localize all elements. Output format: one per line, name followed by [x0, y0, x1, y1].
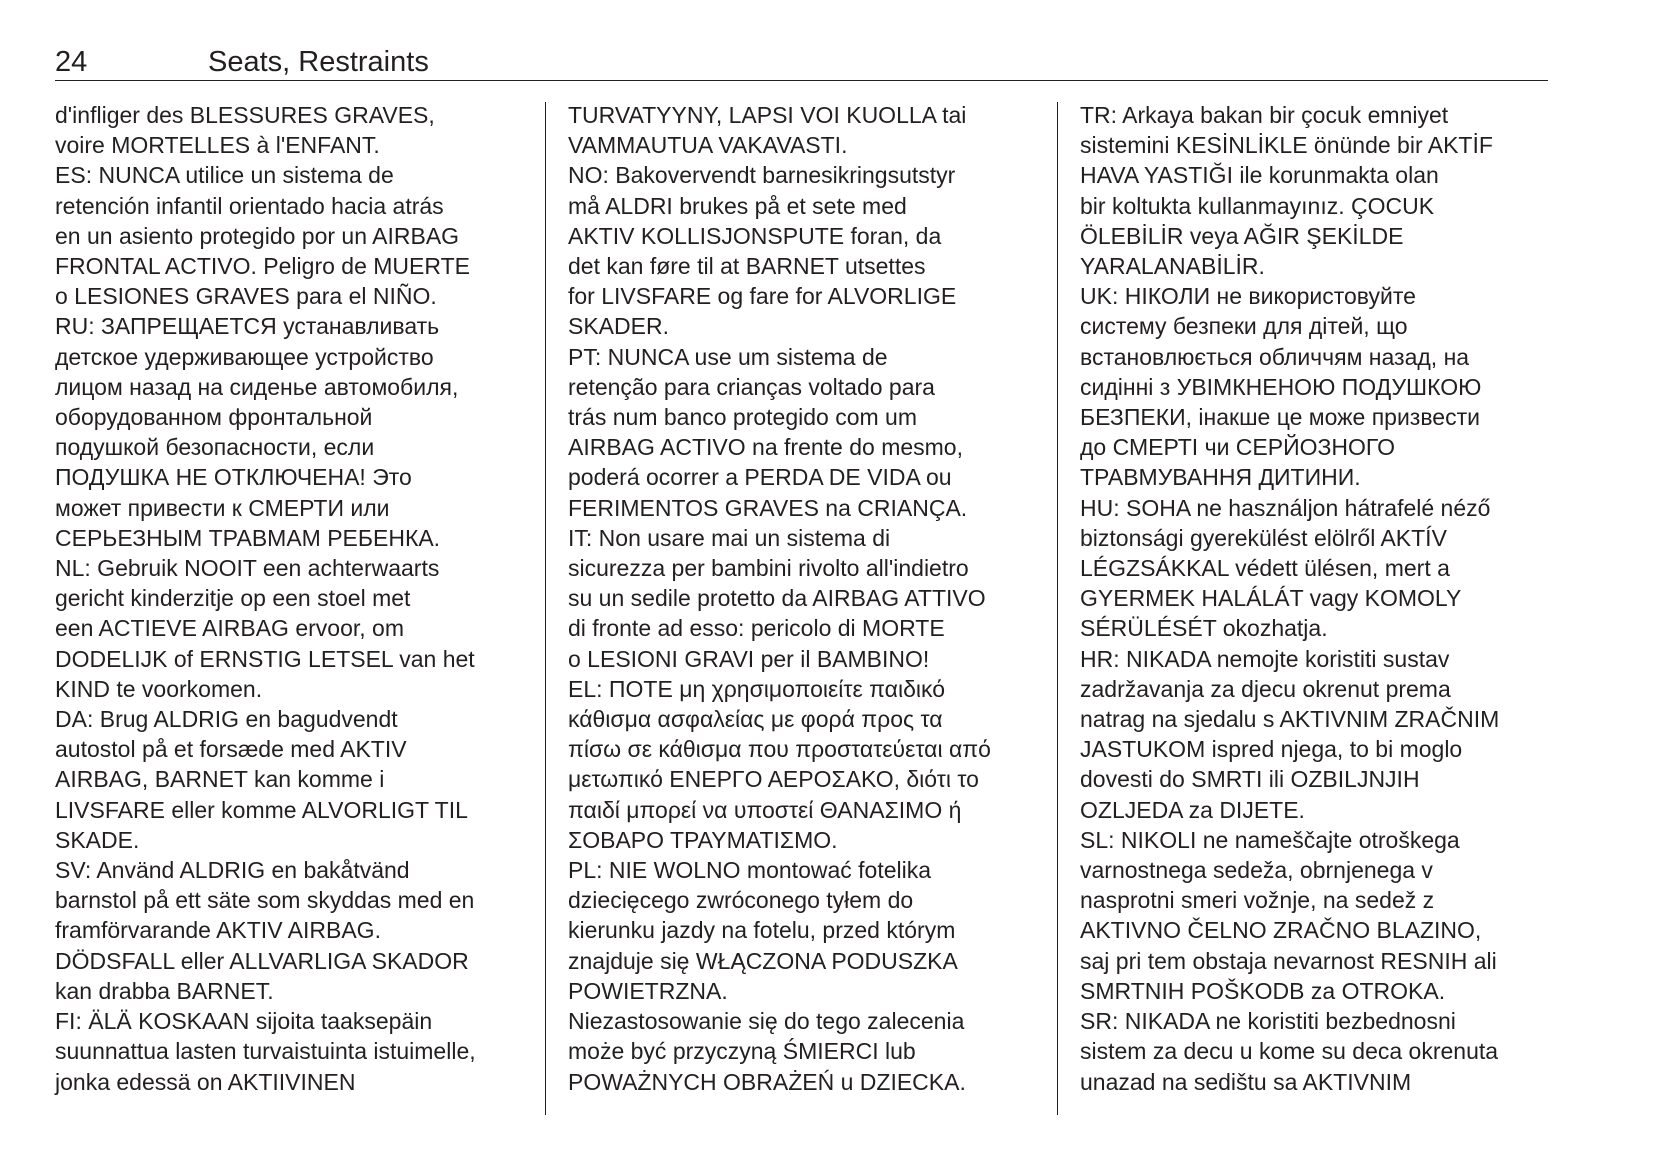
line-text: сидінні з УВІМКНЕНОЮ ПОДУШКОЮ — [1080, 373, 1482, 400]
text-line — [568, 644, 1048, 674]
line-text: może być przyczyną ŚMIERCI lub — [568, 1038, 916, 1065]
line-text: bir koltukta kullanmayınız. ÇOCUK — [1080, 192, 1435, 219]
text-line — [55, 100, 535, 130]
column-divider — [545, 102, 546, 1115]
line-text: до СМЕРТІ чи СЕРЙОЗНОГО — [1080, 434, 1395, 461]
line-text: sistemini KESİNLİKLE önünde bir AKTİF — [1080, 132, 1493, 159]
line-text: een ACTIEVE AIRBAG ervoor, om — [55, 615, 404, 642]
text-line — [55, 160, 535, 190]
text-line — [1080, 885, 1550, 915]
text-line — [1080, 493, 1550, 523]
text-line — [568, 795, 1048, 825]
line-text: saj pri tem obstaja nevarnost RESNIH ali — [1080, 947, 1497, 974]
text-line — [568, 462, 1048, 492]
text-column-1 — [55, 100, 535, 1097]
text-line — [568, 432, 1048, 462]
line-text: kierunku jazdy na fotelu, przed którym — [568, 917, 956, 944]
line-text: SKADE. — [55, 826, 140, 853]
line-text: en un asiento protegido por un AIRBAG — [55, 222, 460, 249]
text-line — [55, 1067, 535, 1097]
text-line — [55, 130, 535, 160]
text-line — [1080, 402, 1550, 432]
language-code: IT — [568, 524, 586, 551]
text-line — [1080, 130, 1550, 160]
line-text: может привести к СМЕРТИ или — [55, 494, 390, 521]
line-text: gericht kinderzitje op een stoel met — [55, 585, 411, 612]
text-line — [1080, 1067, 1550, 1097]
line-text: детское удерживающее устройство — [55, 343, 434, 370]
text-line — [55, 281, 535, 311]
text-line — [55, 1036, 535, 1066]
text-line — [55, 704, 535, 734]
line-text: лицом назад на сиденье автомобиля, — [55, 373, 459, 400]
line-text: : NIE WOLNO montować fotelika — [596, 857, 932, 884]
text-line — [1080, 160, 1550, 190]
line-text: må ALDRI brukes på et sete med — [568, 192, 907, 219]
line-text: trás num banco protegido com um — [568, 404, 918, 431]
line-text: : Gebruik NOOIT een achterwaarts — [84, 555, 440, 582]
text-line — [568, 191, 1048, 221]
line-text: su un sedile protetto da AIRBAG ATTIVO — [568, 585, 986, 612]
line-text: GYERMEK HALÁLÁT vagy KOMOLY — [1080, 585, 1462, 612]
text-line — [568, 160, 1048, 190]
text-line — [568, 583, 1048, 613]
text-line — [1080, 342, 1550, 372]
language-code: SL — [1080, 826, 1109, 853]
text-line — [568, 855, 1048, 885]
line-text: d'infliger des BLESSURES GRAVES, — [55, 102, 435, 128]
text-line — [1080, 372, 1550, 402]
line-text: varnostnega sedeža, obrnjenega v — [1080, 857, 1433, 884]
line-text: : Arkaya bakan bir çocuk emniyet — [1110, 102, 1449, 128]
line-text: LIVSFARE eller komme ALVORLIGT TIL — [55, 796, 468, 823]
text-line — [568, 130, 1048, 160]
line-text: оборудованном фронтальной — [55, 404, 373, 431]
line-text: παιδί μπορεί να υποστεί ΘΑΝΑΣΙΜΟ ή — [568, 796, 962, 823]
language-code: UK — [1080, 283, 1112, 310]
line-text: poderá ocorrer a PERDA DE VIDA ou — [568, 464, 952, 491]
text-line — [568, 976, 1048, 1006]
line-text: μετωπικό ΕΝΕΡΓΟ ΑΕΡΟΣΑΚΟ, διότι το — [568, 766, 979, 793]
text-line — [55, 553, 535, 583]
language-code: HR — [1080, 645, 1114, 672]
line-text: SKADER. — [568, 313, 669, 340]
line-text: YARALANABİLİR. — [1080, 253, 1265, 280]
line-text: natrag na sjedalu s AKTIVNIM ZRAČNIM — [1080, 706, 1500, 733]
line-text: dovesti do SMRTI ili OZBILJNJIH — [1080, 766, 1420, 793]
line-text: barnstol på ett säte som skyddas med en — [55, 887, 475, 914]
line-text: ÖLEBİLİR veya AĞIR ŞEKİLDE — [1080, 222, 1404, 249]
line-text: o LESIONI GRAVI per il BAMBINO! — [568, 645, 930, 672]
text-line — [568, 342, 1048, 372]
text-line — [55, 946, 535, 976]
text-line — [1080, 432, 1550, 462]
text-line — [55, 191, 535, 221]
text-line — [568, 523, 1048, 553]
line-text: DÖDSFALL eller ALLVARLIGA SKADOR — [55, 947, 469, 974]
line-text: : NUNCA utilice un sistema de — [85, 162, 394, 189]
text-line — [1080, 523, 1550, 553]
line-text: : ÄLÄ KOSKAAN sijoita taaksepäin — [75, 1008, 433, 1035]
text-line — [1080, 311, 1550, 341]
text-line — [568, 825, 1048, 855]
line-text: suunnattua lasten turvaistuinta istuimelle, — [55, 1038, 476, 1065]
line-text: di fronte ad esso: pericolo di MORTE — [568, 615, 945, 642]
line-text: POWAŻNYCH OBRAŻEŃ u DZIECKA. — [568, 1068, 966, 1095]
line-text: : NIKOLI ne nameščajte otroškega — [1108, 826, 1460, 853]
line-text: EL: ΠΟΤΕ μη χρησιμοποιείτε παιδικό — [568, 675, 946, 702]
line-text: AKTIVNO ČELNO ZRAČNO BLAZINO, — [1080, 917, 1482, 944]
text-line — [55, 1006, 535, 1036]
line-text: FRONTAL ACTIVO. Peligro de MUERTE — [55, 253, 470, 280]
language-code: PT — [568, 343, 595, 370]
text-line — [568, 613, 1048, 643]
text-line — [1080, 100, 1550, 130]
line-text: sicurezza per bambini rivolto all'indietro — [568, 555, 969, 582]
line-text: DODELIJK of ERNSTIG LETSEL van het — [55, 645, 475, 672]
text-line — [1080, 795, 1550, 825]
line-text: LÉGZSÁKKAL védett ülésen, mert a — [1080, 555, 1450, 582]
text-line — [55, 734, 535, 764]
line-text: nasprotni smeri vožnje, na sedež z — [1080, 887, 1435, 914]
text-line — [55, 523, 535, 553]
text-line — [1080, 281, 1550, 311]
line-text: : NIKADA ne koristiti bezbednosni — [1111, 1008, 1456, 1035]
text-line — [1080, 915, 1550, 945]
language-code: DA — [55, 706, 87, 733]
text-line — [55, 885, 535, 915]
language-code: RU — [55, 313, 89, 340]
line-text: AKTIV KOLLISJONSPUTE foran, da — [568, 222, 942, 249]
line-text: zadržavanja za djecu okrenut prema — [1080, 675, 1451, 702]
text-line — [55, 493, 535, 523]
line-text: Niezastosowanie się do tego zalecenia — [568, 1008, 965, 1035]
text-line — [1080, 644, 1550, 674]
line-text: : SOHA ne használjon hátrafelé néző — [1113, 494, 1491, 521]
text-line — [1080, 855, 1550, 885]
text-line — [55, 372, 535, 402]
line-text: OZLJEDA za DIJETE. — [1080, 796, 1305, 823]
column-divider — [1057, 102, 1058, 1115]
text-line — [1080, 674, 1550, 704]
line-text: for LIVSFARE og fare for ALVORLIGE — [568, 283, 957, 310]
text-line — [55, 432, 535, 462]
text-line — [568, 221, 1048, 251]
line-text: : NIKADA nemojte koristiti sustav — [1113, 645, 1450, 672]
text-line — [568, 1036, 1048, 1066]
text-column-2 — [568, 100, 1048, 1097]
line-text: : Använd ALDRIG en bakåtvänd — [84, 857, 410, 884]
text-line — [1080, 1006, 1550, 1036]
text-line — [55, 462, 535, 492]
text-line — [568, 704, 1048, 734]
line-text: SMRTNIH POŠKODB za OTROKA. — [1080, 977, 1446, 1004]
line-text: : Non usare mai un sistema di — [585, 524, 891, 551]
text-line — [55, 915, 535, 945]
line-text: voire MORTELLES à l'ENFANT. — [55, 132, 380, 159]
text-line — [568, 946, 1048, 976]
line-text: unazad na sedištu sa AKTIVNIM — [1080, 1068, 1412, 1095]
language-code: NO — [568, 162, 603, 189]
line-text: jonka edessä on AKTIIVINEN — [55, 1068, 356, 1095]
line-text: πίσω σε κάθισμα που προστατεύεται από — [568, 736, 991, 763]
text-line — [568, 100, 1048, 130]
line-text: ΣΟΒΑΡΟ ΤΡΑΥΜΑΤΙΣΜΟ. — [568, 826, 838, 853]
text-line — [568, 734, 1048, 764]
text-line — [568, 281, 1048, 311]
line-text: : Bakovervendt barnesikringsutstyr — [602, 162, 956, 189]
line-text: AIRBAG, BARNET kan komme i — [55, 766, 385, 793]
language-code: SR — [1080, 1008, 1112, 1035]
text-line — [55, 855, 535, 885]
line-text: : НІКОЛИ не використовуйте — [1111, 283, 1416, 310]
text-line — [1080, 976, 1550, 1006]
text-line — [55, 976, 535, 1006]
line-text: AIRBAG ACTIVO na frente do mesmo, — [568, 434, 963, 461]
text-line — [1080, 1036, 1550, 1066]
text-line — [568, 311, 1048, 341]
language-code: PL — [568, 857, 597, 884]
line-text: систему безпеки для дітей, що — [1080, 313, 1408, 340]
text-line — [55, 764, 535, 794]
line-text: POWIETRZNA. — [568, 977, 728, 1004]
text-line — [1080, 251, 1550, 281]
line-text: retención infantil orientado hacia atrás — [55, 192, 444, 219]
text-line — [1080, 764, 1550, 794]
line-text: det kan føre til at BARNET utsettes — [568, 253, 926, 280]
text-line — [55, 613, 535, 643]
text-line — [1080, 704, 1550, 734]
text-column-3 — [1080, 100, 1550, 1097]
text-line — [568, 915, 1048, 945]
text-line — [55, 674, 535, 704]
line-text: БЕЗПЕКИ, інакше це може призвести — [1080, 404, 1480, 431]
language-code: NL — [55, 555, 85, 582]
text-line — [1080, 583, 1550, 613]
text-line — [1080, 946, 1550, 976]
text-line — [568, 764, 1048, 794]
line-text: : Brug ALDRIG en bagudvendt — [86, 706, 398, 733]
line-text: retenção para crianças voltado para — [568, 373, 935, 400]
text-line — [1080, 613, 1550, 643]
text-line — [568, 1006, 1048, 1036]
line-text: встановлюється обличчям назад, на — [1080, 343, 1470, 370]
line-text: JASTUKOM ispred njega, to bi moglo — [1080, 736, 1463, 763]
text-line — [55, 825, 535, 855]
text-line — [1080, 221, 1550, 251]
line-text: ПОДУШКА НЕ ОТКЛЮЧЕНА! Это — [55, 464, 412, 491]
text-line — [55, 311, 535, 341]
section-title: Seats, Restraints — [208, 46, 429, 78]
text-line — [1080, 825, 1550, 855]
text-line — [55, 583, 535, 613]
line-text: подушкой безопасности, если — [55, 434, 375, 461]
text-line — [1080, 553, 1550, 583]
text-line — [1080, 191, 1550, 221]
text-line — [568, 493, 1048, 523]
text-line — [1080, 734, 1550, 764]
text-line — [55, 342, 535, 372]
line-text: : ЗАПРЕЩАЕТСЯ устанавливать — [88, 313, 440, 340]
text-line — [568, 553, 1048, 583]
language-code: TR — [1080, 102, 1111, 128]
text-line — [55, 644, 535, 674]
text-line — [568, 402, 1048, 432]
line-text: ТРАВМУВАННЯ ДИТИНИ. — [1080, 464, 1361, 491]
line-text: autostol på et forsæde med AKTIV — [55, 736, 407, 763]
line-text: znajduje się WŁĄCZONA PODUSZKA — [568, 947, 958, 974]
text-line — [568, 251, 1048, 281]
line-text: kan drabba BARNET. — [55, 977, 274, 1004]
text-line — [568, 372, 1048, 402]
line-text: SÉRÜLÉSÉT okozhatja. — [1080, 615, 1328, 642]
language-code: HU — [1080, 494, 1114, 521]
language-code: ES — [55, 162, 86, 189]
line-text: framförvarande AKTIV AIRBAG. — [55, 917, 381, 944]
line-text: κάθισμα ασφαλείας με φορά προς τα — [568, 706, 943, 733]
line-text: KIND te voorkomen. — [55, 675, 263, 702]
line-text: TURVATYYNY, LAPSI VOI KUOLLA tai — [568, 102, 967, 128]
text-line — [568, 674, 1048, 704]
line-text: FERIMENTOS GRAVES na CRIANÇA. — [568, 494, 968, 521]
page-number: 24 — [55, 46, 88, 78]
text-line — [568, 885, 1048, 915]
line-text: biztonsági gyerekülést elölről AKTÍV — [1080, 524, 1447, 551]
line-text: sistem za decu u kome su deca okrenuta — [1080, 1038, 1499, 1065]
line-text: : NUNCA use um sistema de — [594, 343, 888, 370]
text-line — [568, 1067, 1048, 1097]
line-text: СЕРЬЕЗНЫМ ТРАВМАМ РЕБЕНКА. — [55, 524, 441, 551]
line-text: dziecięcego zwróconego tyłem do — [568, 887, 914, 914]
text-line — [55, 402, 535, 432]
line-text: VAMMAUTUA VAKAVASTI. — [568, 132, 848, 159]
line-text: o LESIONES GRAVES para el NIÑO. — [55, 283, 437, 310]
page-header — [55, 42, 1548, 81]
text-line — [55, 221, 535, 251]
language-code: SV — [55, 857, 85, 884]
text-line — [55, 795, 535, 825]
language-code: FI — [55, 1008, 76, 1035]
text-line — [1080, 462, 1550, 492]
text-line — [55, 251, 535, 281]
line-text: HAVA YASTIĞI ile korunmakta olan — [1080, 162, 1439, 189]
